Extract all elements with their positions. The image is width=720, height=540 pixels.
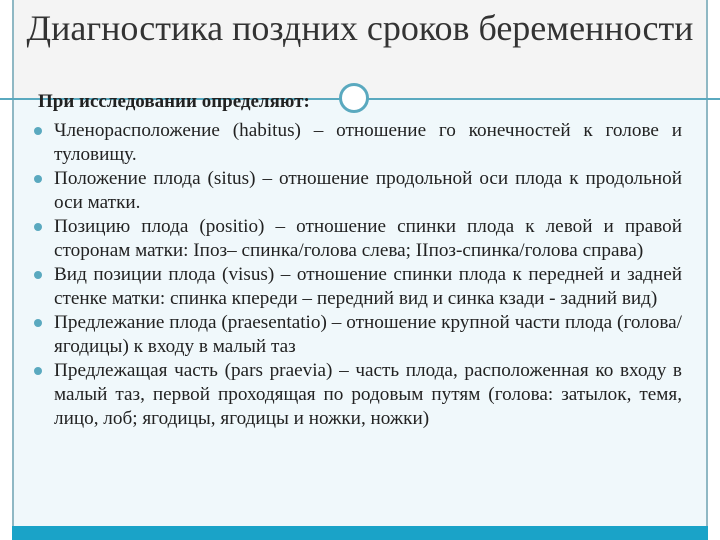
- list-item: [30, 119, 682, 167]
- bullet-text: Вид позиции плода (visus) – отношение спинки плода к передней и задней стенке матки: спинка кпереди – передний вид и синка кзади - задний вид): [54, 264, 682, 309]
- bullet-text: Позицию плода (positio) – отношение спинки плода к левой и правой сторонам матки: Iпоз– спинка/голова слева; IIпоз-спинка/голова справа): [54, 216, 682, 261]
- bullet-text: Членорасположение (habitus) – отношение го конечностей к голове и туловищу.: [54, 120, 682, 165]
- divider-circle-ornament: [339, 83, 369, 113]
- slide-title: Диагностика поздних сроков беременности: [26, 8, 694, 48]
- bullet-icon: [34, 271, 42, 279]
- bullet-icon: [34, 175, 42, 183]
- footer-edge: [0, 526, 12, 540]
- bullet-icon: [34, 319, 42, 327]
- bullet-text: Положение плода (situs) – отношение продольной оси плода к продольной оси матки.: [54, 168, 682, 213]
- bullet-text: Предлежание плода (praesentatio) – отношение крупной части плода (голова/ягодицы) к входу в малый таз: [54, 312, 682, 357]
- footer-bar: [12, 526, 708, 540]
- list-item: [30, 311, 682, 359]
- bullet-text: Предлежащая часть (pars praevia) – часть плода, расположенная ко входу в малый таз, первой проходящая по родовым путям (голова: затылок, темя, лицо, лоб; ягодицы, ягодицы и ножки, ножки): [54, 360, 682, 429]
- list-item: [30, 359, 682, 431]
- list-item: [30, 167, 682, 215]
- bullet-icon: [34, 223, 42, 231]
- bullet-icon: [34, 127, 42, 135]
- list-item: [30, 215, 682, 263]
- bullet-icon: [34, 367, 42, 375]
- list-item: [30, 263, 682, 311]
- intro-text: При исследовании определяют:: [38, 91, 310, 112]
- bullet-list: [30, 119, 682, 431]
